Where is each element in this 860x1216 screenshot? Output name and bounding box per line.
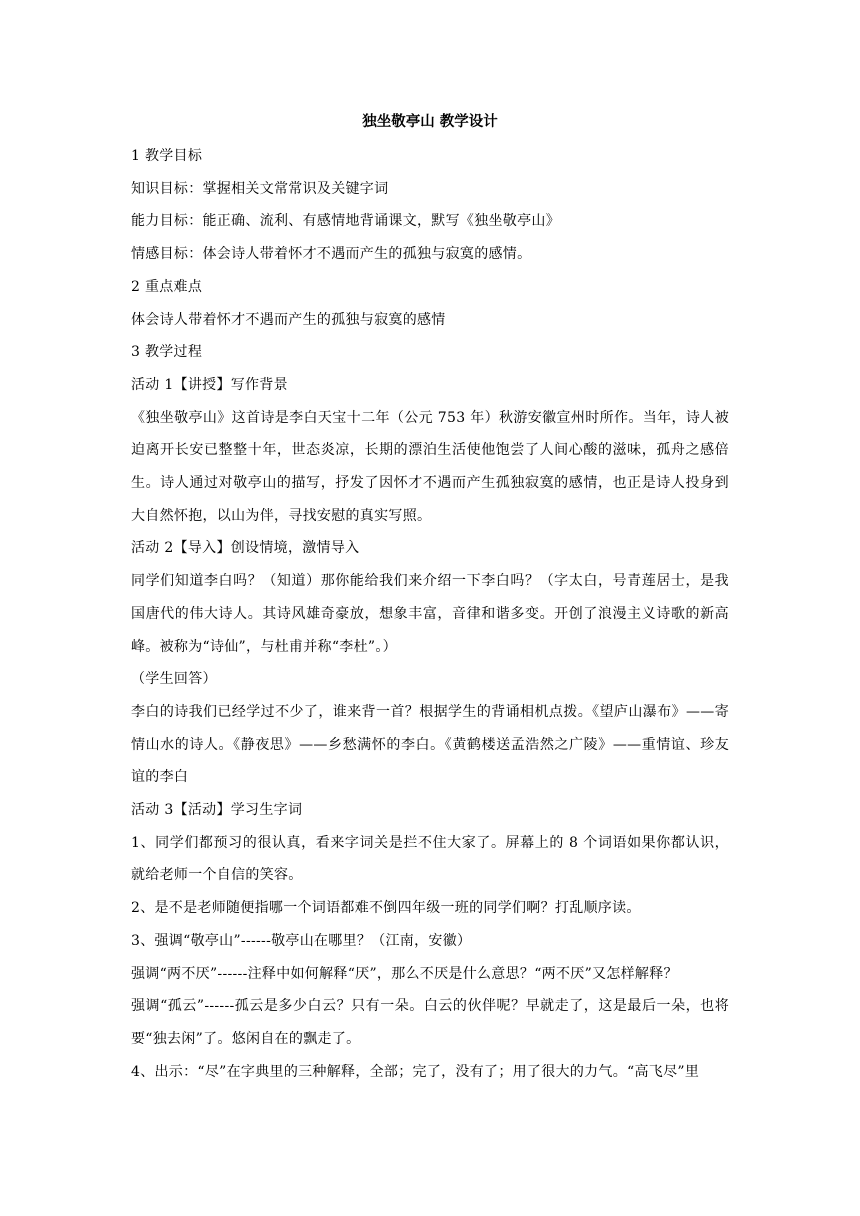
paragraph-step-1: 1、同学们都预习的很认真，看来字词关是拦不住大家了。屏幕上的 8 个词语如果你都认识，就给老师一个自信的笑容。 — [131, 834, 729, 884]
document-title: 独坐敬亭山 教学设计 — [362, 114, 498, 130]
paragraph-emphasize-guyun: 强调“孤云”------孤云是多少白云？只有一朵。白云的伙伴呢？早就走了，这是最后一朵，也将要“独去闲”了。悠闲自在的飘走了。 — [131, 998, 729, 1047]
paragraph-introduce-li-bai: 同学们知道李白吗？（知道）那你能给我们来介绍一下李白吗？（字太白，号青莲居士，是我国唐代的伟大诗人。其诗风雄奇豪放，想象丰富，音律和谐多变。开创了浪漫主义诗歌的新高峰。被称为“诗仙”，与杜甫并称“李杜”。） — [131, 573, 729, 655]
paragraph-teaching-goals-heading: 1 教学目标 — [131, 148, 203, 164]
paragraph-step-2: 2、是不是老师随便指哪一个词语都难不倒四年级一班的同学们啊？打乱顺序读。 — [131, 900, 641, 917]
paragraph-process-heading: 3 教学过程 — [131, 344, 203, 361]
paragraph-activity-1-heading: 活动 1【讲授】写作背景 — [131, 376, 288, 393]
paragraph-ability-goal: 能力目标：能正确、流利、有感情地背诵课文，默写《独坐敬亭山》 — [131, 213, 560, 230]
paragraph-activity-3-heading: 活动 3【活动】学习生字词 — [131, 802, 303, 819]
paragraph-key-points: 体会诗人带着怀才不遇而产生的孤独与寂寞的感情 — [131, 311, 446, 328]
paragraph-step-3: 3、强调“敬亭山”------敬亭山在哪里？（江南，安徽） — [131, 932, 472, 949]
paragraph-step-4: 4、出示：“尽”在字典里的三种解释，全部；完了，没有了；用了很大的力气。“高飞尽”里 — [131, 1063, 700, 1080]
paragraph-activity-2-heading: 活动 2【导入】创设情境，激情导入 — [131, 540, 360, 557]
paragraph-background: 《独坐敬亭山》这首诗是李白天宝十二年（公元 753 年）秋游安徽宣州时所作。当年，诗人被迫离开长安已整整十年，世态炎凉，长期的漂泊生活使他饱尝了人间心酸的滋味，孤舟之感倍生。诗人通过对敬亭山的描写，抒发了因怀才不遇而产生孤独寂寞的感情，也正是诗人投身到大自然怀抱，以山为伴，寻找安慰的真实写照。 — [131, 409, 729, 524]
paragraph-emotion-goal: 情感目标：体会诗人带着怀才不遇而产生的孤独与寂寞的感情。 — [131, 246, 532, 263]
paragraph-student-answer: （学生回答） — [131, 671, 217, 688]
document-page — [131, 104, 729, 1088]
paragraph-key-points-heading: 2 重点难点 — [131, 278, 203, 295]
paragraph-emphasize-liangbuyan: 强调“两不厌”------注释中如何解释“厌”，那么不厌是什么意思？“两不厌”又怎样解释？ — [131, 965, 678, 982]
paragraph-recite-poems: 李白的诗我们已经学过不少了，谁来背一首？根据学生的背诵相机点拨。《望庐山瀑布》——寄情山水的诗人。《静夜思》——乡愁满怀的李白。《黄鹤楼送孟浩然之广陵》——重情谊、珍友谊的李白 — [131, 703, 729, 786]
paragraph-knowledge-goal: 知识目标：掌握相关文常常识及关键字词 — [131, 180, 389, 197]
